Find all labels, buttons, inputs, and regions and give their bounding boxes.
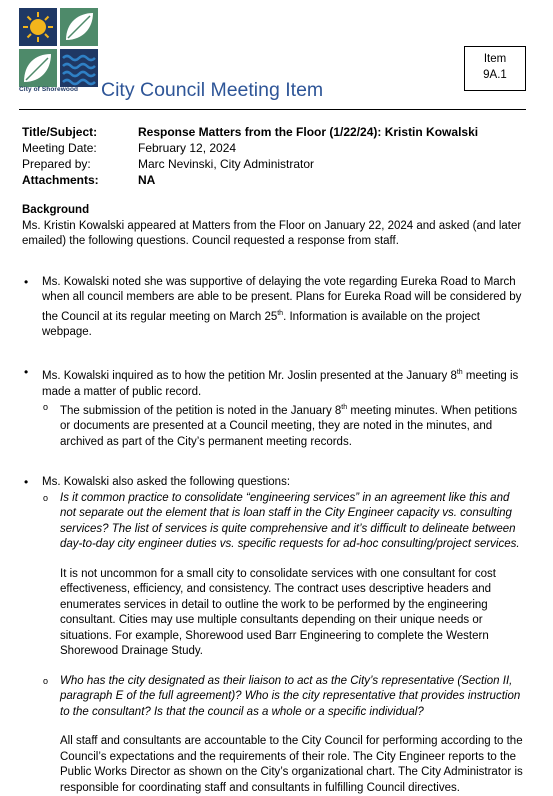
item-label: Item (483, 53, 507, 65)
bullet-questions-text: Ms. Kowalski also asked the following questions: (42, 476, 291, 489)
sub-petition-answer (42, 400, 528, 450)
bullet-eureka-sup: th (277, 309, 284, 317)
meta-row-prepared (22, 156, 478, 172)
city-of-shorewood-logo (19, 8, 101, 90)
bullet-eureka-road (22, 275, 528, 341)
question-liaison (42, 674, 528, 721)
sub-petition-text: The submission of the petition is noted in the January 8 (60, 404, 342, 417)
logo-caption: City of Shorewood (19, 86, 79, 93)
sub-bullet-marker: o (43, 492, 49, 503)
date-value: February 12, 2024 (138, 141, 237, 155)
answer-engineering-services: It is not uncommon for a small city to consolidate services with one consultant for cost effectiveness, efficiency, and consistency. The contract uses descriptive headers and enumerates services in detail to outline the work to be performed by the engineering consultant. Cities may use multiple consultants depending on their unique needs or situations. For example, Shorewood used Barr Engineering to complete the Western Shorewood Drainage Study. (60, 567, 496, 658)
header-divider (19, 109, 526, 110)
bullet-petition-text-end: meeting is made a matter of public record. (42, 370, 519, 398)
meta-row-subject (22, 124, 478, 140)
answer-liaison: All staff and consultants are accountable to the City Council for performing according to the Council’s expectations and the requirements of their role. The City Engineer reports to the Public Works Director as shown on the City’s organizational chart. The City Administrator is responsible for coordinating staff and consultants in fulfilling Council directives. (60, 735, 523, 794)
date-label: Meeting Date: (22, 141, 97, 155)
prepared-value: Marc Nevinski, City Administrator (138, 157, 315, 171)
attachments-value: NA (138, 173, 156, 187)
sub-bullet-marker: o (43, 402, 49, 413)
item-number-box (464, 46, 526, 91)
sub-petition-sup: th (341, 404, 348, 412)
attachments-label: Attachments: (22, 173, 99, 187)
bullet-petition (22, 365, 528, 450)
sub-petition-text-end: meeting minutes. When petitions or documents are presented at a Council meeting, they are noted in the minutes, and archived as part of the City’s permanent meeting records. (60, 404, 518, 448)
bullet-petition-sup: th (456, 369, 463, 377)
background-heading: Background (22, 204, 90, 216)
item-number: 9A.1 (483, 69, 507, 81)
page-title: City Council Meeting Item (101, 79, 324, 101)
prepared-label: Prepared by: (22, 157, 91, 171)
meta-row-attachments (22, 172, 478, 188)
meeting-meta (22, 124, 478, 188)
bullet-eureka-text: Ms. Kowalski noted she was supportive of delaying the vote regarding Eureka Road to March when all council members are able to be present. Plans for Eureka Road will be considered by the Council at its regular meeting on March 25 (42, 275, 522, 323)
question-liaison-text: Who has the city designated as their liaison to act as the City’s representative (Section II, paragraph E of the full agreement)? Who is the city representative that provides instruction to the consultant? Is that the council as a whole or a specific individual? (60, 674, 521, 718)
bullet-eureka-text-end: . Information is available on the project webpage. (42, 310, 480, 338)
sub-bullet-marker: o (43, 675, 49, 686)
meta-row-date (22, 140, 478, 156)
document-body (22, 203, 528, 796)
bullet-questions (22, 475, 528, 796)
subject-value: Response Matters from the Floor (1/22/24): Kristin Kowalski (138, 125, 479, 139)
subject-label: Title/Subject: (22, 125, 98, 139)
question-engineering-services (42, 491, 528, 553)
bullet-petition-text: Ms. Kowalski inquired as to how the petition Mr. Joslin presented at the January 8 (42, 370, 457, 383)
background-intro: Ms. Kristin Kowalski appeared at Matters from the Floor on January 22, 2024 and asked (and later emailed) the following questions. Council requested a response from staff. (22, 219, 522, 247)
question-engineering-text: Is it common practice to consolidate “engineering services” in an agreement like this and not separate out the element that is loan staff in the City Engineer capacity vs. consulting services? The list of services is quite comprehensive and it’s difficult to delineate between day-to-day city engineer duties vs. specific requests for ad-hoc consulting/project services. (60, 491, 520, 551)
